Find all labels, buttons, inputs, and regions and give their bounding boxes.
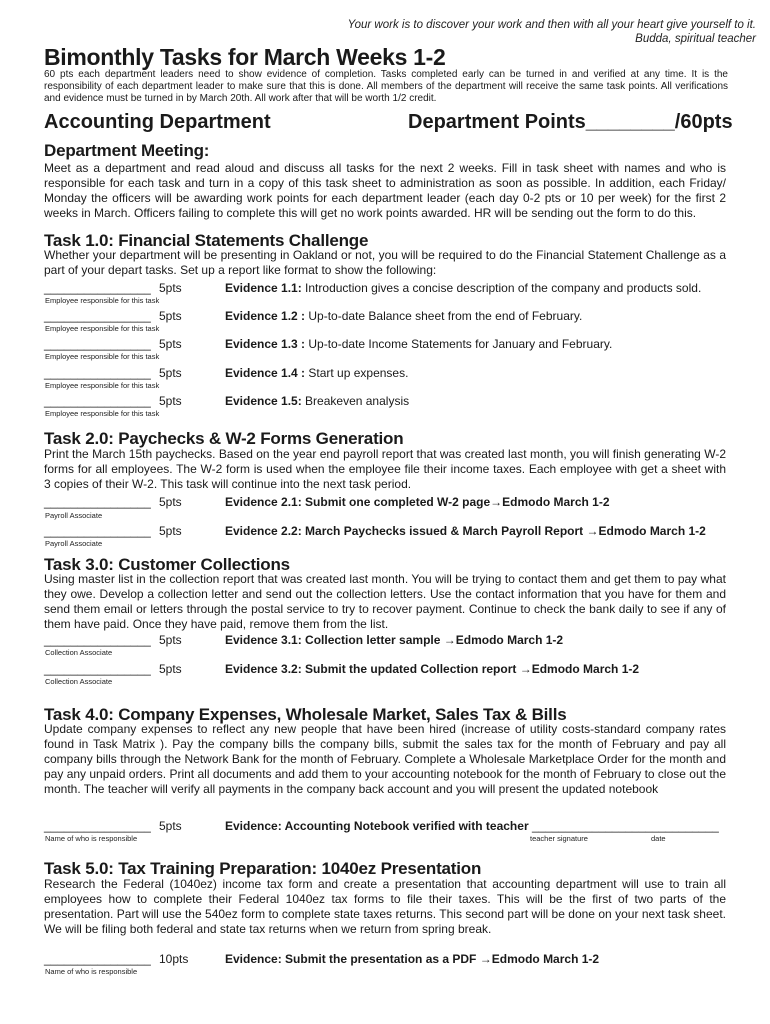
task3-text: Using master list in the collection report that was created last month. You will be trying to contact them and get them to pay what they owe. Develop a collection letter and send out the collection letters. Use the contact information that you have for them and send them email or letters through the postal service to try to recover payment. Continue to check the bank daily to see if any of them have paid. Once they have paid, remove them from the list. — [44, 572, 726, 631]
role-caption: Employee responsible for this task — [45, 381, 160, 390]
points-value: 5pts — [159, 633, 182, 647]
points-value: 5pts — [159, 524, 182, 538]
points-value: 10pts — [159, 952, 189, 966]
evidence-1-2: Evidence 1.2 : Up-to-date Balance sheet from the end of February. — [225, 309, 583, 323]
task4-text: Update company expenses to reflect any new people that have been hired (increase of utility costs-standard company rates found in Task Matrix ). Pay the company bills the company bills, submit the sales tax for the month of February and pay all company bills through the Network Bank for the month of February. Complete a Wholesale Marketplace Order for the month and pay any unpaid orders. Print all documents and add them to your accounting notebook for the month of February to close out the month. The teacher will verify all payments in the company back account and you will present the updated notebook — [44, 722, 726, 796]
task5-name-blank[interactable]: ________________ 10pts — [44, 952, 189, 966]
task1-name-blank[interactable]: ________________ 5pts — [44, 309, 182, 323]
points-value: 5pts — [159, 394, 182, 408]
page-title: Bimonthly Tasks for March Weeks 1-2 — [44, 44, 446, 70]
teacher-signature-caption: teacher signature — [530, 834, 588, 843]
task2-name-blank[interactable]: ________________ 5pts — [44, 524, 182, 538]
evidence-4: Evidence: Accounting Notebook verified with teacher ____________________________ — [225, 819, 719, 833]
task1-name-blank[interactable]: ________________ 5pts — [44, 281, 182, 295]
date-caption: date — [651, 834, 666, 843]
points-value: 5pts — [159, 281, 182, 295]
evidence-1-4: Evidence 1.4 : Start up expenses. — [225, 366, 409, 380]
arrow-right-icon: → — [586, 524, 599, 538]
task3-name-blank[interactable]: ________________ 5pts — [44, 662, 182, 676]
department-name: Accounting Department — [44, 111, 271, 133]
meeting-text: Meet as a department and read aloud and discuss all tasks for the next 2 weeks. Fill in task sheet with names and who is responsible for each task and turn in a copy of this task sheet to administration as soon as possible. In addition, each Friday/ Monday the officers will be awarding work points for each department leader (each day 0-2 pts or 10 per week) for the first 2 weeks in March. Officers failing to complete this will get no work points awarded. HR will be sending out the form to do this. — [44, 161, 726, 220]
points-value: 5pts — [159, 495, 182, 509]
arrow-right-icon: → — [443, 633, 456, 647]
task5-heading: Task 5.0: Tax Training Preparation: 1040ez Presentation — [44, 859, 482, 878]
task4-name-blank[interactable]: ________________ 5pts — [44, 819, 182, 833]
task3-name-blank[interactable]: ________________ 5pts — [44, 633, 182, 647]
teacher-signature-line[interactable]: ____________________________ — [531, 819, 719, 833]
points-value: 5pts — [159, 337, 182, 351]
role-caption: Employee responsible for this task — [45, 409, 160, 418]
task4-heading: Task 4.0: Company Expenses, Wholesale Market, Sales Tax & Bills — [44, 705, 567, 724]
role-caption: Collection Associate — [45, 677, 113, 686]
intro-text: 60 pts each department leaders need to show evidence of completion. Tasks completed early can be turned in and verified at any time. It is the responsibility of each department leader to make sure that this is done. All members of the department will receive the same task points. All verifications and evidence must be turned in by March 20th. All work after that will be worth 1/2 credit. — [44, 69, 728, 104]
arrow-right-icon: → — [519, 662, 532, 676]
task1-name-blank[interactable]: ________________ 5pts — [44, 337, 182, 351]
task1-name-blank[interactable]: ________________ 5pts — [44, 394, 182, 408]
task2-name-blank[interactable]: ________________ 5pts — [44, 495, 182, 509]
role-caption: Name of who is responsible — [45, 834, 138, 843]
task3-heading: Task 3.0: Customer Collections — [44, 555, 290, 574]
task1-name-blank[interactable]: ________________ 5pts — [44, 366, 182, 380]
evidence-3-1: Evidence 3.1: Collection letter sample →Edmodo March 1-2 — [225, 633, 564, 647]
points-value: 5pts — [159, 819, 182, 833]
role-caption: Payroll Associate — [45, 539, 103, 548]
role-caption: Collection Associate — [45, 648, 113, 657]
points-value: 5pts — [159, 309, 182, 323]
role-caption: Employee responsible for this task — [45, 352, 160, 361]
task2-heading: Task 2.0: Paychecks & W-2 Forms Generation — [44, 429, 404, 448]
evidence-2-2: Evidence 2.2: March Paychecks issued & March Payroll Report →Edmodo March 1-2 — [225, 524, 706, 538]
evidence-1-1: Evidence 1.1: Introduction gives a concise description of the company and products sold. — [225, 281, 702, 295]
arrow-right-icon: → — [479, 952, 492, 966]
quote-author: Budda, spiritual teacher — [635, 33, 756, 45]
points-value: 5pts — [159, 366, 182, 380]
evidence-3-2: Evidence 3.2: Submit the updated Collection report →Edmodo March 1-2 — [225, 662, 640, 676]
evidence-1-5: Evidence 1.5: Breakeven analysis — [225, 394, 410, 408]
points-value: 5pts — [159, 662, 182, 676]
evidence-5: Evidence: Submit the presentation as a PDF →Edmodo March 1-2 — [225, 952, 600, 966]
arrow-right-icon: → — [490, 495, 503, 509]
role-caption: Employee responsible for this task — [45, 324, 160, 333]
role-caption: Payroll Associate — [45, 511, 103, 520]
task5-text: Research the Federal (1040ez) income tax form and create a presentation that accounting department will use to train all employees how to complete their Federal 1040ez tax forms to file their taxes. This will be the first of two parts of the presentation. Part will use the 540ez form to complete state taxes returns. This second part will be done on your next task sheet. We will be filing both federal and state tax returns when we return from spring break. — [44, 877, 726, 936]
quote-text: Your work is to discover your work and then with all your heart give yourself to it. — [347, 19, 756, 31]
evidence-1-3: Evidence 1.3 : Up-to-date Income Statements for January and February. — [225, 337, 613, 351]
header-quote — [348, 18, 756, 46]
department-points: Department Points________/60pts — [408, 111, 733, 133]
task1-text: Whether your department will be presenting in Oakland or not, you will be required to do the Financial Statement Challenge as a part of your depart tasks. Set up a report like format to show the following: — [44, 248, 726, 277]
task2-text: Print the March 15th paychecks. Based on the year end payroll report that was created last month, you will finish generating W-2 forms for all employees. The W-2 form is used when the employee file their income taxes. Each employee with get a sheet with 3 copies of their W-2. This task will continue into the next task period. — [44, 447, 726, 491]
evidence-2-1: Evidence 2.1: Submit one completed W-2 page→Edmodo March 1-2 — [225, 495, 610, 509]
role-caption: Employee responsible for this task — [45, 296, 160, 305]
task1-heading: Task 1.0: Financial Statements Challenge — [44, 231, 369, 250]
role-caption: Name of who is responsible — [45, 967, 138, 976]
meeting-heading: Department Meeting: — [44, 141, 210, 160]
